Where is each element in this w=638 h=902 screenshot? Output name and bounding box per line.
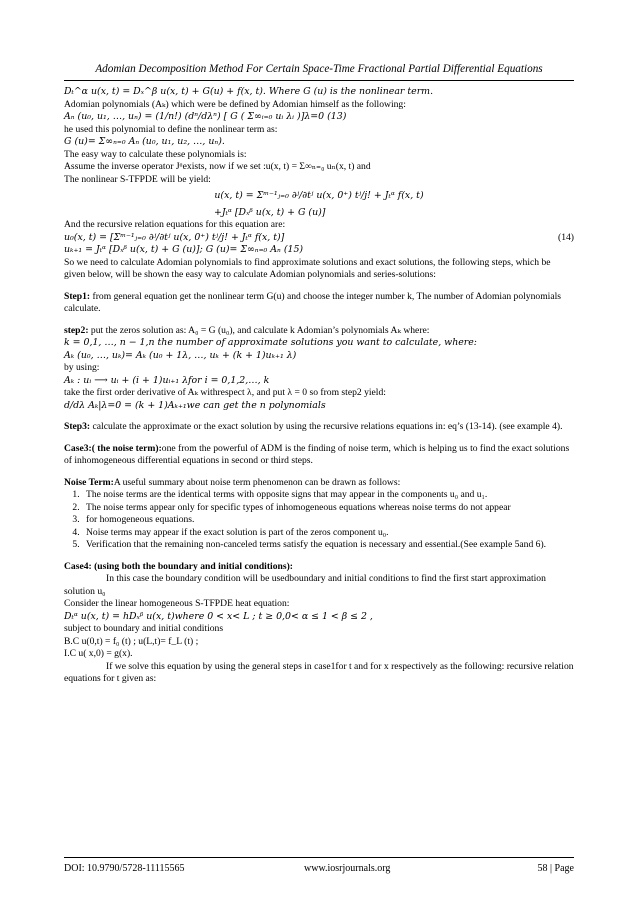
text-line: Consider the linear homogeneous S-TFPDE heat equation: (64, 598, 290, 609)
equation-line: d/dλ Aₖ|λ=0 = (k + 1)Aₖ₊₁we can get the n polynomials (64, 399, 326, 411)
equation-15: uₖ₊₁ = Jₜᵅ [Dₓᵝ u(x, t) + G (u)]; G (u)= Σ∞ₙ₌₀ Aₙ (15) (64, 244, 304, 255)
step-label: Step1: (64, 290, 91, 302)
paragraph: In this case the boundary condition will be usedboundary and initial conditions to find the first start approximation solution u₀ (64, 573, 546, 597)
page-body (64, 86, 574, 686)
text-line: he used this polynomial to define the nonlinear term as: (64, 123, 278, 135)
text-line: The nonlinear S-TFPDE will be yield: (64, 173, 211, 185)
step-label: Step3: (64, 421, 91, 432)
header-divider (64, 80, 574, 81)
equation-line: Aₖ (u₀, …, uₖ)= Aₖ (u₀ + 1λ, …, uₖ + (k + 1)uₖ₊₁ λ) (64, 349, 297, 361)
noise-term-intro: Noise Term:A useful summary about noise term phenomenon can be drawn as follows: (64, 476, 401, 488)
equation-solution-cont: +Jₜᵅ [Dₓᵝ u(x, t) + G (u)] (214, 206, 326, 218)
equation-stfpde: 𝐷ₜ^α u(x, t) = 𝐷ₓ^β u(x, t) + G(u) + f(x, t). Where G (u) is the nonlinear term. (64, 86, 434, 97)
footer-page-number: 58 | Page (537, 863, 574, 874)
boundary-conditions: B.C u(0,t) = f₀ (t) ; u(L,t)= f_L (t) ; (64, 635, 199, 647)
running-title: Adomian Decomposition Method For Certain Space-Time Fractional Partial Differential Equations (95, 63, 543, 75)
footer-doi: DOI: 10.9790/5728-11115565 (64, 863, 185, 874)
list-item: 5. Verification that the remaining non-canceled terms satisfy the equation is necessary and essential.(See example 5and 6). (82, 539, 574, 552)
text-line: subject to boundary and initial conditions (64, 623, 224, 634)
equation-heat: Dₜᵅ u(x, t) = hDₓᵝ u(x, t)where 0 < x< L ; t ≥ 0,0< α ≤ 1 < β ≤ 2 , (64, 610, 373, 622)
equation-13: Aₙ (u₀, u₁, …, uₙ) = (1/n!) (dⁿ/dλⁿ) [ G ( Σ∞ᵢ₌₀ uᵢ λᵢ )]λ=0 (13) (64, 111, 347, 122)
equation-line: Aₖ : uᵢ ⟶ uᵢ + (i + 1)uᵢ₊₁ λfor i = 0,1,2,…, k (64, 374, 270, 386)
case-3: Case3:( the noise term):one from the powerful of ADM is the finding of noise term, which is helping us to find the exact solutions of inhomogeneous differential equations in second or third steps. (64, 442, 570, 466)
text-line: k = 0,1, …, n − 1,n the number of approximate solutions you want to calculate, where: (64, 337, 477, 348)
text-line: And the recursive relation equations for this equation are: (64, 219, 286, 230)
text-line: take the first order derivative of Aₖ withrespect λ, and put λ = 0 so from step2 yield: (64, 387, 386, 398)
equation-14: u₀(x, t) = [Σᵐ⁻¹ⱼ₌₀ ∂ʲ/∂tʲ u(x, 0⁺) tʲ/j! + Jₜᵅ f(x, t)] (14) (64, 231, 574, 243)
equation-number: (14) (558, 231, 574, 243)
paragraph: So we need to calculate Adomian polynomials to find approximate solutions and exact solutions, the following steps, which be given below, will be shown the easy way to calculate Adomian polynomials and series-solutions: (64, 256, 551, 280)
noise-term-label: Noise Term: (64, 476, 114, 488)
equation-solution: u(x, t) = Σᵐ⁻¹ⱼ₌₀ ∂ʲ/∂tʲ u(x, 0⁺) tʲ/j! + Jₜᵅ f(x, t) (214, 190, 424, 201)
text-line: by using: (64, 362, 100, 373)
list-item: 2. The noise terms appear only for specific types of inhomogeneous equations whereas noise terms do not appear (82, 502, 574, 515)
footer-site: www.iosrjournals.org (304, 863, 391, 874)
list-item: 1. The noise terms are the identical terms with opposite signs that may appear in the components u₀ and u₁. (82, 489, 574, 502)
initial-condition: I.C u( x,0) = g(x). (64, 648, 133, 659)
step-2: step2: put the zeros solution as: A₀ = G (u₀), and calculate k Adomian’s polynomials Aₖ where: (64, 324, 430, 336)
noise-term-list (64, 489, 574, 552)
equation-gu: G (u)= Σ∞ₙ₌₀ Aₙ (u₀, u₁, u₂, …, uₙ). (64, 136, 225, 147)
step-1: Step1: from general equation get the nonlinear term G(u) and choose the integer number k, The number of Adomian polynomials calculate. (64, 290, 561, 314)
step-label: step2: (64, 324, 89, 336)
list-item: 4. Noise terms may appear if the exact solution is part of the zeros component u₀. (82, 527, 574, 540)
text-line: Assume the inverse operator Jᵅexists, now if we set :u(x, t) = Σ∞ₙ₌₀ uₙ(x, t) and (64, 161, 371, 172)
list-item: 3. for homogeneous equations. (82, 514, 574, 527)
step-3: Step3: calculate the approximate or the exact solution by using the recursive relations equations in: eq’s (13-14). (see example 4). (64, 421, 563, 432)
case-4-heading: Case4: (using both the boundary and initial conditions): (64, 560, 293, 572)
text-line: The easy way to calculate these polynomials is: (64, 148, 247, 160)
paragraph: If we solve this equation by using the general steps in case1for t and for x respectively as the following: recursive relation equations for t given as: (64, 660, 574, 684)
footer-divider (64, 857, 574, 858)
text-line: Adomian polynomials (Aₖ) which were be defined by Adomian himself as the following: (64, 98, 406, 110)
case-label: Case3:( the noise term): (64, 442, 162, 454)
